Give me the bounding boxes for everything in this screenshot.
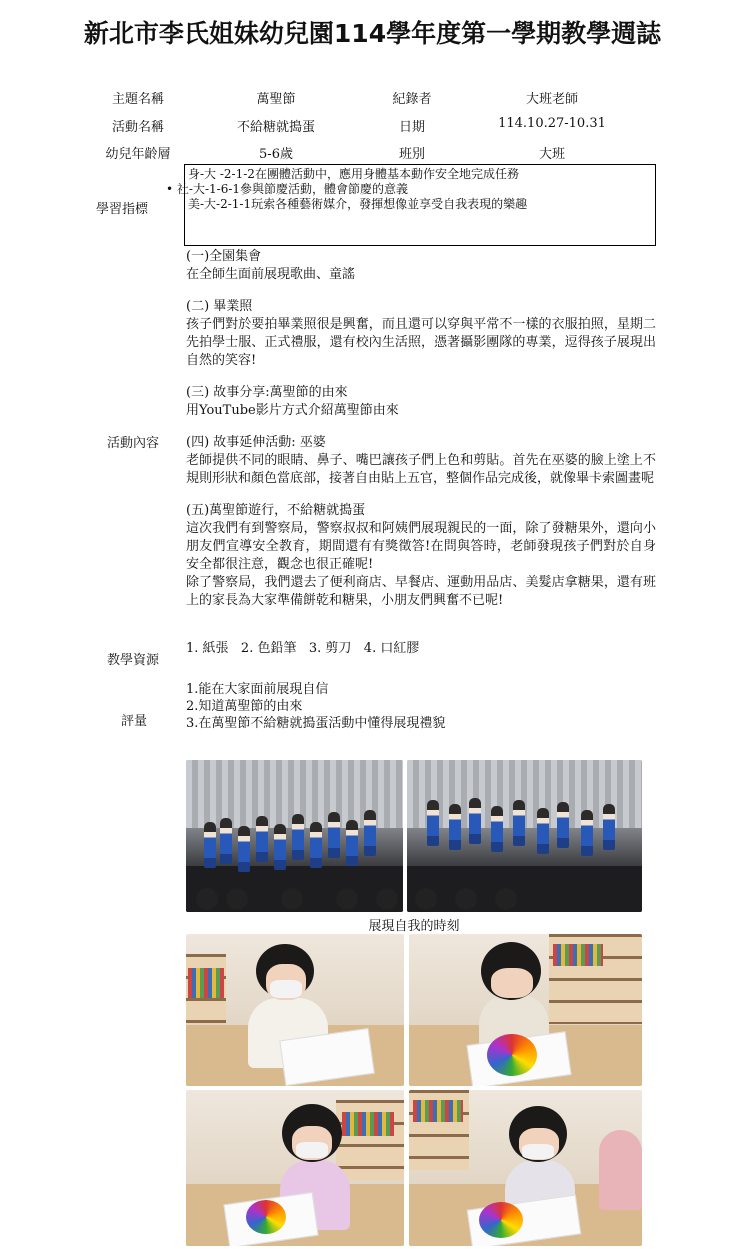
recorder-value: 大班老師 (525, 92, 578, 107)
section-heading: (二) 畢業照 (186, 299, 253, 314)
resources-text: 1. 紙張 2. 色鉛筆 3. 剪刀 4. 口紅膠 (186, 641, 420, 656)
activity-section (186, 434, 656, 488)
section-body: 在全師生面前展現歌曲、童謠 (186, 267, 356, 282)
section-body: 老師提供不同的眼睛、鼻子、嘴巴讓孩子們上色和剪貼。首先在巫婆的臉上塗上不規則形狀和顏色當底部，接著自由貼上五官，整個作品完成後，就像畢卡索圖畫呢 (186, 453, 656, 486)
section-heading: (三) 故事分享:萬聖節的由來 (186, 385, 348, 400)
activity-label: 活動內容 (107, 436, 160, 451)
evaluation-item: 1.能在大家面前展現自信 (186, 682, 329, 697)
goals-label: 學習指標 (96, 202, 149, 217)
photo-stage-performance-1 (186, 760, 403, 912)
photo-stage-performance-2 (407, 760, 642, 912)
resources-label: 教學資源 (107, 653, 160, 668)
goal-line: 美-大-2-1-1玩索各種藝術媒介，發揮想像並享受自我表現的樂趣 (188, 197, 528, 211)
goal-line: • 社-大-1-6-1參與節慶活動，體會節慶的意義 (166, 182, 409, 196)
theme-label: 主題名稱 (111, 92, 164, 107)
meta-row-theme (0, 88, 745, 108)
section-body: 孩子們對於要拍畢業照很是興奮，而且還可以穿與平常不一樣的衣服拍照，星期二先拍學士服、正式禮服，還有校內生活照，憑著攝影團隊的專業，逗得孩子展現出自然的笑容! (186, 317, 656, 368)
age-value: 5-6歲 (259, 147, 293, 162)
photo-caption: 展現自我的時刻 (368, 919, 460, 934)
date-value: 114.10.27-10.31 (498, 116, 606, 131)
activity-section (186, 502, 656, 610)
activity-name-value: 不給糖就搗蛋 (236, 120, 315, 135)
activity-content (186, 248, 656, 610)
activity-section (186, 248, 656, 284)
section-heading: (五)萬聖節遊行，不給糖就搗蛋 (186, 503, 366, 518)
photo-child-coloring-1 (186, 934, 404, 1086)
goals-box (166, 164, 656, 246)
section-heading: (一)全園集會 (186, 249, 262, 264)
meta-row-activity (0, 116, 745, 136)
recorder-label: 紀錄者 (392, 92, 432, 107)
age-label: 幼兒年齡層 (105, 147, 171, 162)
evaluation-item: 3.在萬聖節不給糖就搗蛋活動中懂得展現禮貌 (186, 716, 446, 731)
photo-child-coloring-4 (409, 1090, 642, 1246)
date-label: 日期 (398, 120, 425, 135)
evaluation-item: 2.知道萬聖節的由來 (186, 699, 303, 714)
class-value: 大班 (538, 147, 565, 162)
activity-section (186, 298, 656, 370)
theme-value: 萬聖節 (256, 92, 296, 107)
section-heading: (四) 故事延伸活動: 巫婆 (186, 435, 326, 450)
photo-child-coloring-2 (409, 934, 642, 1086)
photo-child-coloring-3 (186, 1090, 404, 1246)
page-title: 新北市李氏姐妹幼兒園114學年度第一學期教學週誌 (83, 19, 662, 48)
class-label: 班別 (398, 147, 425, 162)
section-body: 用YouTube影片方式介紹萬聖節由來 (186, 403, 399, 418)
evaluation-list (186, 681, 445, 732)
meta-row-age (0, 143, 745, 163)
section-body: 這次我們有到警察局，警察叔叔和阿姨們展現親民的一面，除了發糖果外，還向小朋友們宣導安全教育，期間還有有獎徵答!在問與答時，老師發現孩子們對於自身安全都很注意，觀念也很正確呢! 除了警察局，我們還去了便利商店、早餐店、運動用品店、美髮店拿糖果，還有班上的家長為大家準備餅乾和糖果，小朋友們興奮不已呢! (186, 521, 656, 608)
activity-section (186, 384, 656, 420)
evaluation-label: 評量 (121, 714, 148, 729)
goal-line: 身-大 -2-1-2在團體活動中，應用身體基本動作安全地完成任務 (188, 167, 519, 181)
activity-name-label: 活動名稱 (111, 120, 164, 135)
